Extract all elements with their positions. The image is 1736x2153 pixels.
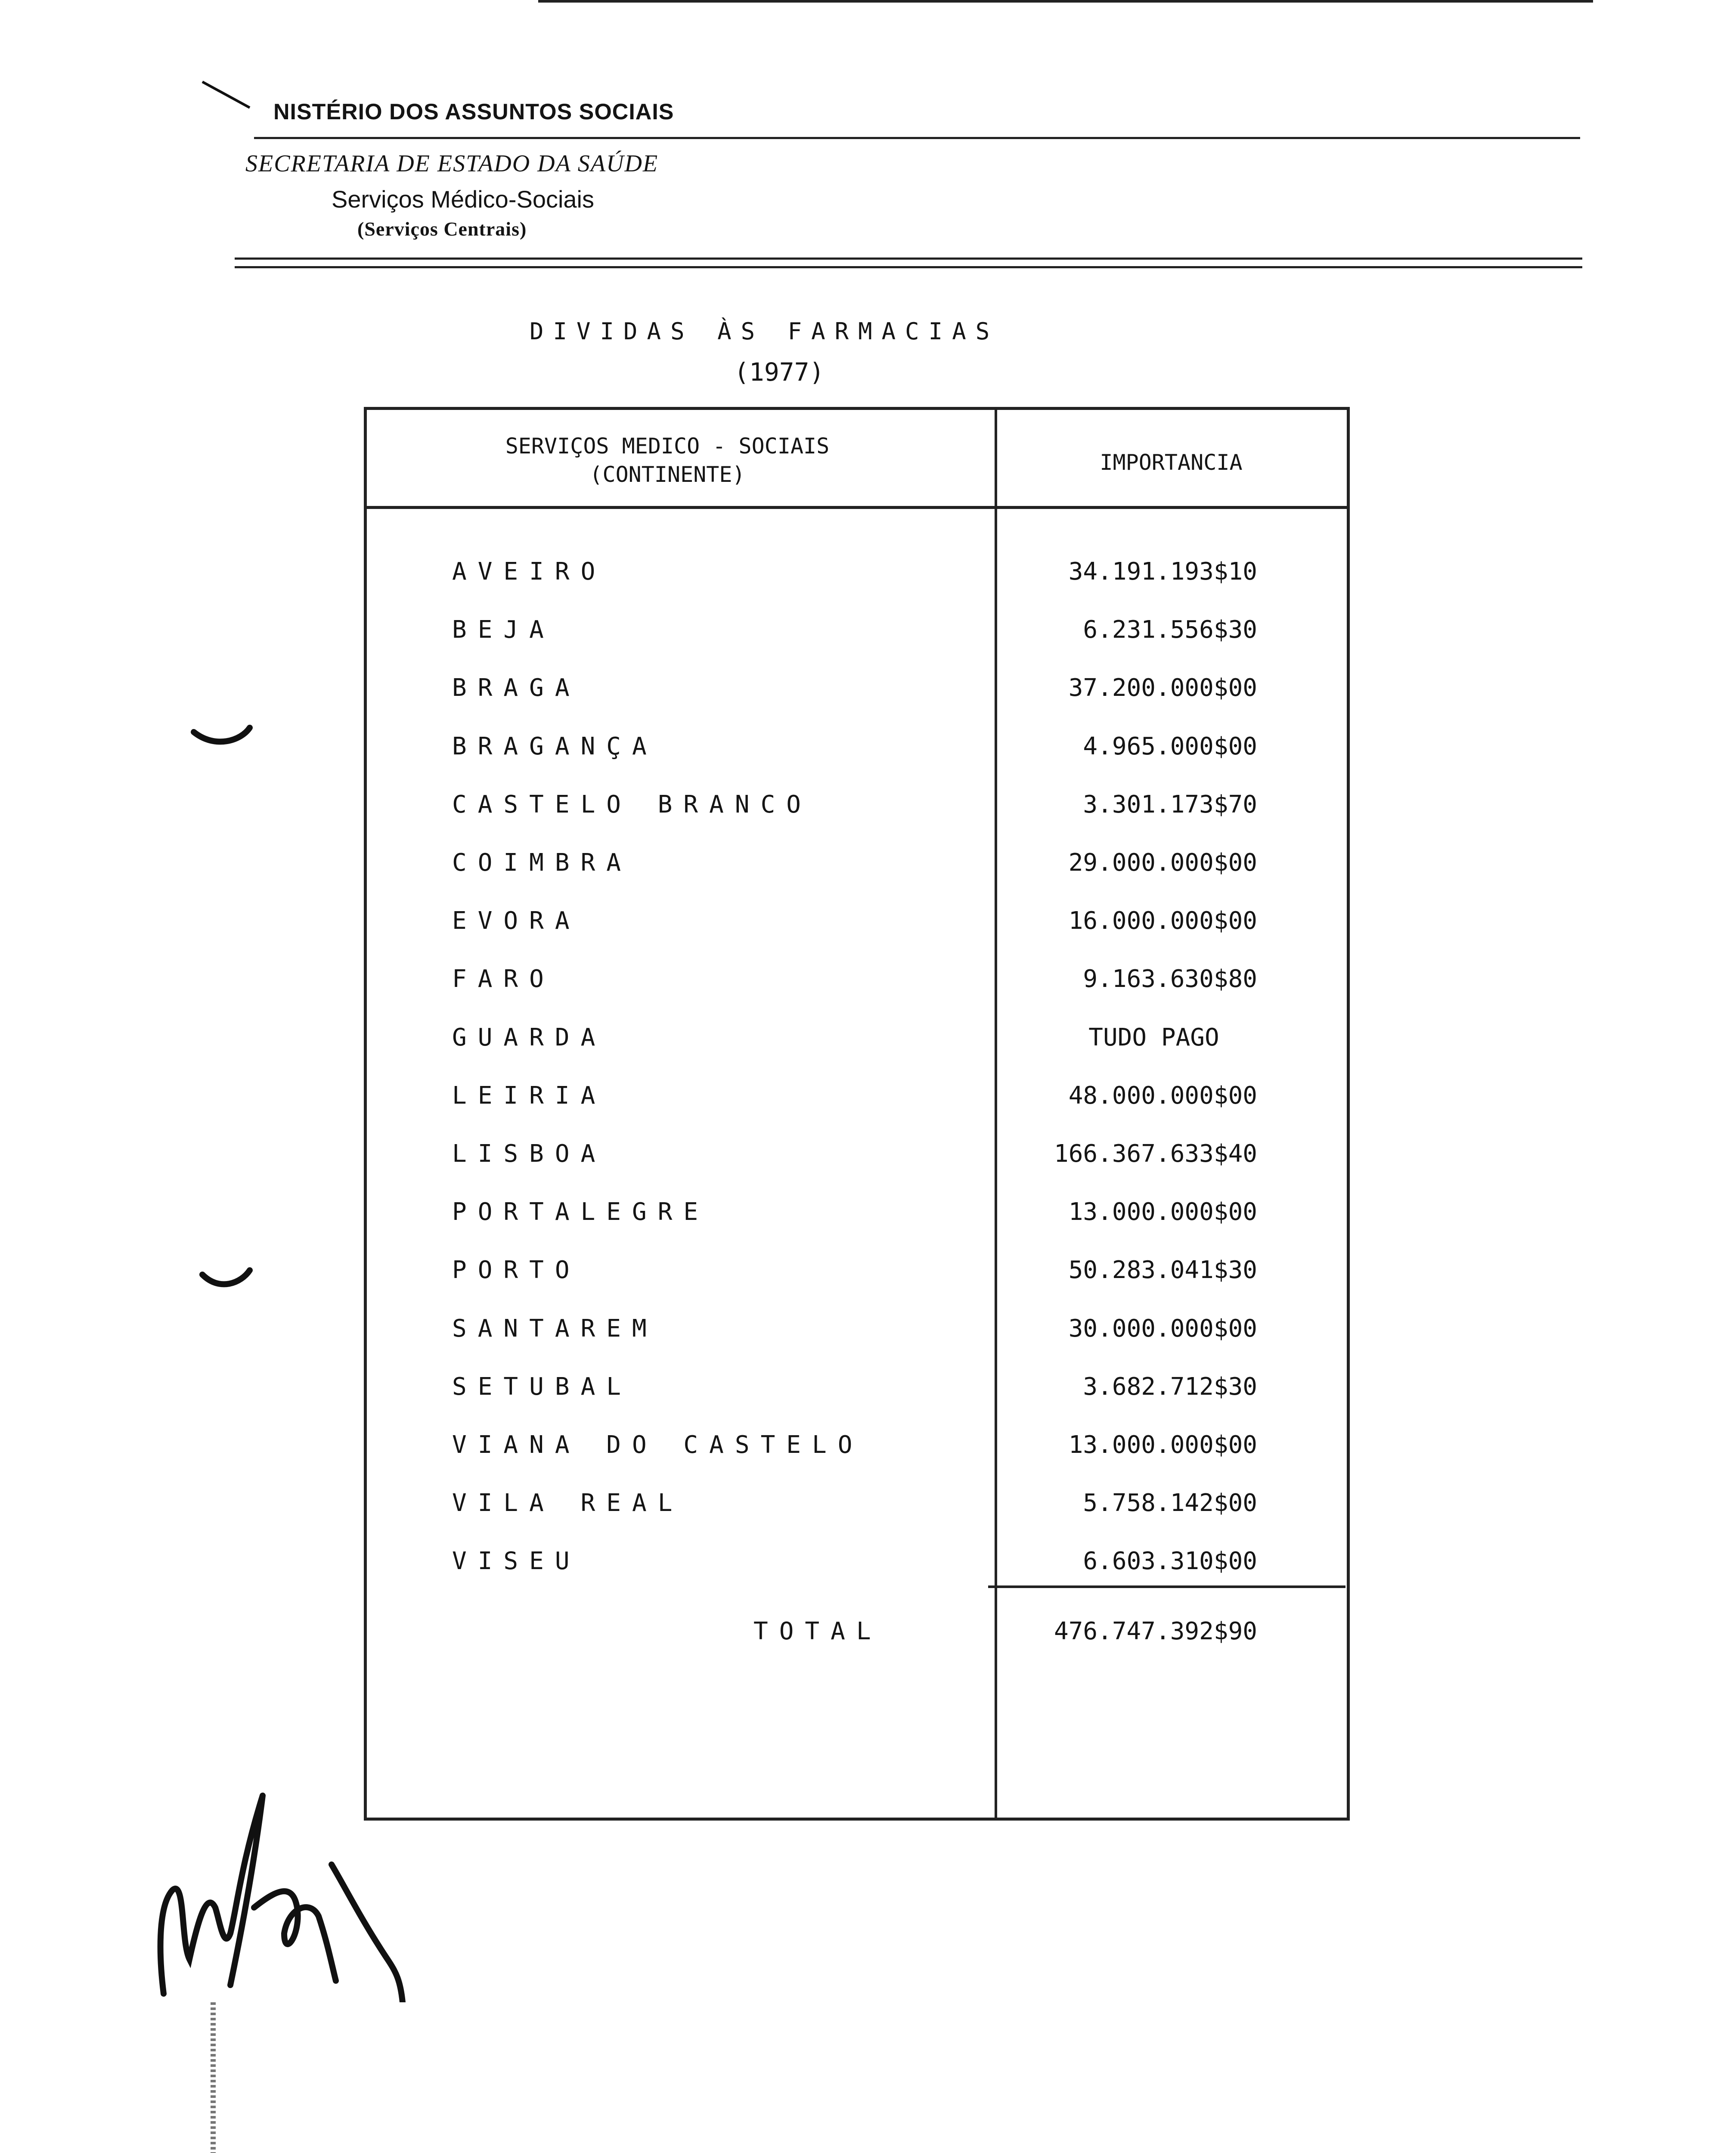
total-value: 476.747.392$90: [1054, 1617, 1257, 1645]
district-amount: 6.603.310$00: [1083, 1547, 1257, 1576]
district-amount: 6.231.556$30: [1083, 616, 1257, 644]
district-name: SETUBAL: [452, 1372, 632, 1401]
total-label: TOTAL: [753, 1617, 882, 1645]
district-amount: 3.682.712$30: [1083, 1372, 1257, 1401]
district-name: AVEIRO: [452, 558, 607, 586]
district-name: EVORA: [452, 907, 581, 935]
district-amount: 48.000.000$00: [1068, 1081, 1257, 1110]
district-amount: 9.163.630$80: [1083, 965, 1257, 993]
district-name: LISBOA: [452, 1140, 607, 1168]
document-year: (1977): [734, 357, 825, 387]
table-header-amount: IMPORTANCIA: [1100, 450, 1243, 475]
district-amount: 34.191.193$10: [1068, 558, 1257, 586]
district-amount: 37.200.000$00: [1068, 674, 1257, 702]
district-name: PORTO: [452, 1256, 581, 1284]
district-amount: 3.301.173$70: [1083, 790, 1257, 819]
district-amount: TUDO PAGO: [1088, 1023, 1219, 1052]
district-name: COIMBRA: [452, 849, 632, 877]
district-name: VIANA DO CASTELO: [452, 1431, 864, 1459]
district-amount: 166.367.633$40: [1054, 1140, 1257, 1168]
district-amount: 29.000.000$00: [1068, 849, 1257, 877]
servicos-heading: Serviços Médico-Sociais: [332, 186, 594, 213]
district-amount: 5.758.142$00: [1083, 1489, 1257, 1517]
district-name: LEIRIA: [452, 1081, 607, 1110]
district-name: VILA REAL: [452, 1489, 684, 1517]
district-amount: 13.000.000$00: [1068, 1431, 1257, 1459]
district-amount: 4.965.000$00: [1083, 732, 1257, 760]
ministry-heading: NISTÉRIO DOS ASSUNTOS SOCIAIS: [273, 99, 674, 124]
district-amount: 50.283.041$30: [1068, 1256, 1257, 1284]
district-name: VISEU: [452, 1547, 581, 1576]
district-name: GUARDA: [452, 1023, 607, 1052]
district-name: FARO: [452, 965, 555, 993]
district-name: SANTAREM: [452, 1314, 658, 1343]
district-name: BEJA: [452, 616, 555, 644]
district-name: BRAGANÇA: [452, 732, 658, 760]
district-amount: 30.000.000$00: [1068, 1314, 1257, 1343]
secretaria-heading: SECRETARIA DE ESTADO DA SAÚDE: [245, 150, 659, 177]
servicos-centrais-heading: (Serviços Centrais): [357, 218, 527, 240]
district-amount: 16.000.000$00: [1068, 907, 1257, 935]
document-title: DIVIDAS ÀS FARMACIAS: [530, 318, 999, 345]
district-name: BRAGA: [452, 674, 581, 702]
table-header-services: SERVIÇOS MEDICO - SOCIAIS (CONTINENTE): [505, 434, 830, 487]
district-amount: 13.000.000$00: [1068, 1198, 1257, 1226]
district-name: CASTELO BRANCO: [452, 790, 812, 819]
district-name: PORTALEGRE: [452, 1198, 710, 1226]
